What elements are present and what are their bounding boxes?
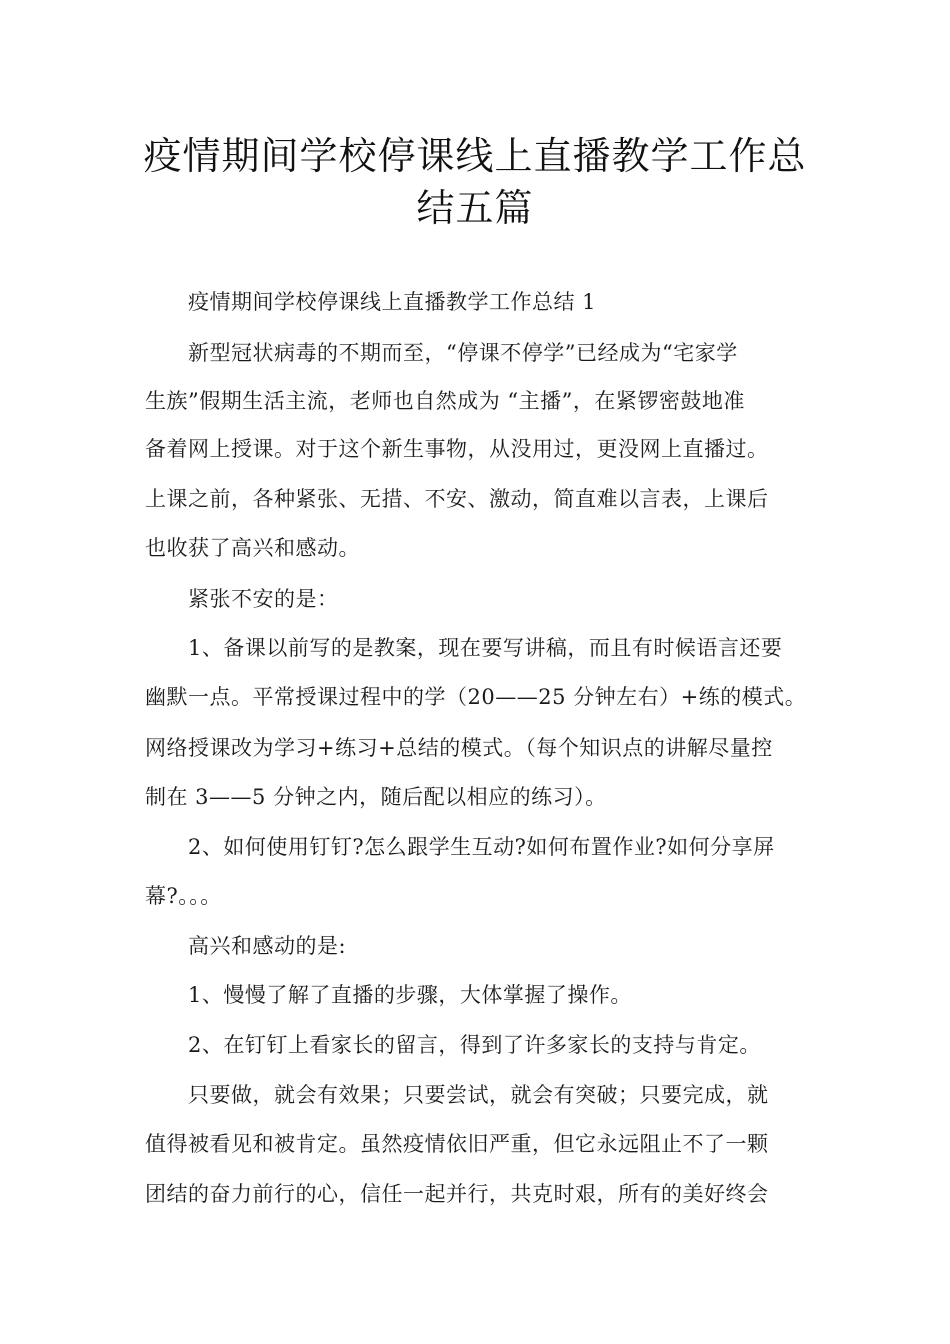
list-item-line: 2、在钉钉上看家长的留言，得到了许多家长的支持与肯定。 xyxy=(188,1033,761,1057)
document-title-line-2: 结五篇 xyxy=(416,186,534,230)
paragraph-line: 值得被看见和被肯定。虽然疫情依旧严重，但它永远阻止不了一颗 xyxy=(145,1132,769,1156)
paragraph-line: 高兴和感动的是: xyxy=(188,934,347,958)
list-item-line: 幽默一点。平常授课过程中的学（20——25 分钟左右）+练的模式。 xyxy=(145,685,807,709)
list-item-line: 网络授课改为学习+练习+总结的模式。（每个知识点的讲解尽量控 xyxy=(145,736,773,760)
paragraph-line: 生族”假期生活主流，老师也自然成为 “主播”，在紧锣密鼓地准 xyxy=(145,389,745,413)
paragraph-line: 也收获了高兴和感动。 xyxy=(145,536,360,560)
paragraph-line: 新型冠状病毒的不期而至，“停课不停学”已经成为“宅家学 xyxy=(188,341,738,365)
list-item-line: 2、如何使用钉钉?怎么跟学生互动?如何布置作业?如何分享屏 xyxy=(188,835,775,859)
list-item-line: 1、备课以前写的是教案，现在要写讲稿，而且有时候语言还要 xyxy=(188,636,783,660)
paragraph-line: 团结的奋力前行的心，信任一起并行，共克时艰，所有的美好终会 xyxy=(145,1182,769,1206)
list-item-line: 1、慢慢了解了直播的步骤，大体掌握了操作。 xyxy=(188,983,632,1007)
document-title-line-1: 疫情期间学校停课线上直播教学工作总 xyxy=(143,134,807,178)
paragraph-line: 只要做，就会有效果；只要尝试，就会有突破；只要完成，就 xyxy=(188,1083,769,1107)
paragraph-line: 备着网上授课。对于这个新生事物，从没用过，更没网上直播过。 xyxy=(145,437,769,461)
list-item-line: 幕?。。。 xyxy=(145,884,222,908)
paragraph-line: 上课之前，各种紧张、无措、不安、激动，简直难以言表，上课后 xyxy=(145,487,769,511)
list-item-line: 制在 3——5 分钟之内，随后配以相应的练习）。 xyxy=(145,785,607,809)
section-heading: 疫情期间学校停课线上直播教学工作总结 1 xyxy=(188,290,597,314)
paragraph-line: 紧张不安的是： xyxy=(188,587,339,611)
